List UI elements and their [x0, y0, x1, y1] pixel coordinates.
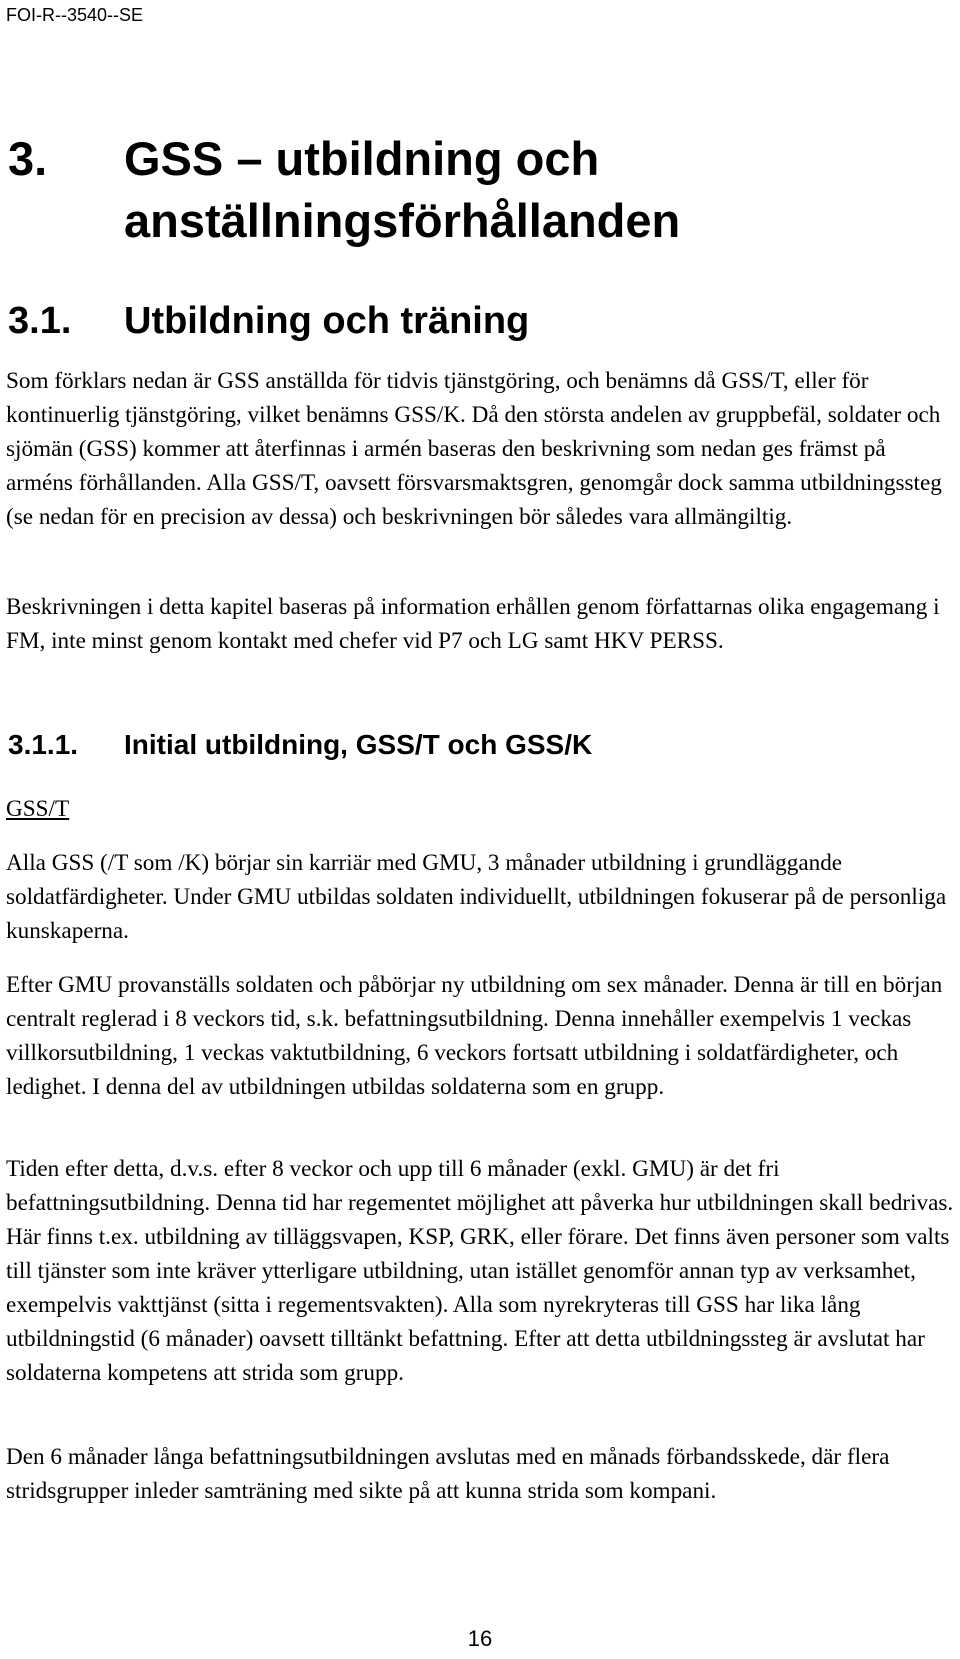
- page-number: 16: [467, 1626, 493, 1651]
- paragraph: Alla GSS (/T som /K) börjar sin karriär med GMU, 3 månader utbildning i grundläggande soldatfärdigheter. Under GMU utbildas soldaten individuellt, utbildningen fokuserar på de personliga kunskaperna.: [6, 850, 947, 944]
- subsection-title: Initial utbildning, GSS/T och GSS/K: [124, 729, 593, 760]
- paragraph: Den 6 månader långa befattningsutbildningen avslutas med en månads förbandsskede, där flera stridsgrupper inleder samträning med sikte på att kunna strida som kompani.: [6, 1444, 890, 1504]
- section-heading: [8, 298, 529, 344]
- chapter-number: 3.: [8, 132, 48, 185]
- document-code: FOI-R--3540--SE: [6, 5, 144, 25]
- subheading-label: GSS/T: [6, 796, 70, 822]
- paragraph: Efter GMU provanställs soldaten och påbörjar ny utbildning om sex månader. Denna är till en början centralt reglerad i 8 veckors tid, s.k. befattningsutbildning. Denna innehåller exempelvis 1 veckas villkorsutbildning, 1 veckas vaktutbildning, 6 veckors fortsatt utbildning i soldatfärdigheter, och ledighet. I denna del av utbildningen utbildas soldaterna som en grupp.: [6, 972, 943, 1100]
- paragraph: Beskrivningen i detta kapitel baseras på information erhållen genom författarnas olika engagemang i FM, inte minst genom kontakt med chefer vid P7 och LG samt HKV PERSS.: [6, 594, 940, 654]
- paragraph: Som förklars nedan är GSS anställda för tidvis tjänstgöring, och benämns då GSS/T, eller för kontinuerlig tjänstgöring, vilket benämns GSS/K. Då den största andelen av gruppbefäl, soldater och sjömän (GSS) kommer att återfinnas i armén baseras den beskrivning som nedan ges främst på arméns förhållanden. Alla GSS/T, oavsett försvarsmaktsgren, genomgår dock samma utbildningssteg (se nedan för en precision av dessa) och beskrivningen bör således vara allmängiltig.: [6, 368, 942, 530]
- chapter-title: GSS – utbildning och anställningsförhållanden: [124, 132, 681, 247]
- section-title: Utbildning och träning: [124, 300, 530, 342]
- paragraph: Tiden efter detta, d.v.s. efter 8 veckor och upp till 6 månader (exkl. GMU) är det fri befattningsutbildning. Denna tid har regementet möjlighet att påverka hur utbildningen skall bedrivas. Här finns t.ex. utbildning av tilläggsvapen, KSP, GRK, eller förare. Det finns även personer som valts till tjänster som inte kräver ytterligare utbildning, utan istället genomför annan typ av verksamhet, exempelvis vakttjänst (sitta i regementsvakten). Alla som nyrekryteras till GSS har lika lång utbildningstid (6 månader) oavsett tilltänkt befattning. Efter att detta utbildningssteg är avslutat har soldaterna kompetens att strida som grupp.: [6, 1156, 954, 1386]
- section-number: 3.1.: [8, 300, 72, 342]
- subsection-number: 3.1.1.: [8, 729, 79, 760]
- subsection-heading: [8, 728, 592, 762]
- chapter-heading: [8, 128, 684, 252]
